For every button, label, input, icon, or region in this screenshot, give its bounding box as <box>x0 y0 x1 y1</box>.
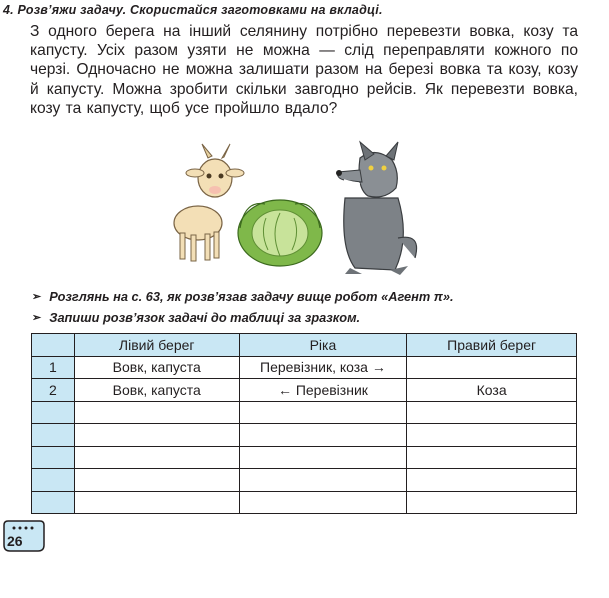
table-row <box>32 491 577 514</box>
table-row <box>32 424 577 447</box>
right-bank-cell[interactable] <box>407 469 577 492</box>
right-bank-cell[interactable] <box>407 491 577 514</box>
instruction-text: Розглянь на с. 63, як розв’язав задачу вище робот «Агент π». <box>49 289 454 304</box>
right-bank-cell[interactable] <box>407 446 577 469</box>
instruction-1 <box>32 289 454 304</box>
row-number: 2 <box>32 379 75 402</box>
left-bank-cell[interactable] <box>74 469 239 492</box>
header-left-bank: Лівий берег <box>74 334 239 357</box>
wolf-icon <box>336 142 417 275</box>
page-number: 26 <box>7 533 23 549</box>
right-bank-cell[interactable] <box>407 401 577 424</box>
left-bank-cell[interactable] <box>74 424 239 447</box>
river-cell[interactable]: ← Перевізник <box>239 379 407 402</box>
left-bank-cell[interactable] <box>74 401 239 424</box>
bullet-arrow-icon: ➢ <box>32 312 42 324</box>
header-river: Ріка <box>239 334 407 357</box>
row-number <box>32 401 75 424</box>
table-header-row <box>32 334 577 357</box>
row-number <box>32 446 75 469</box>
row-number <box>32 491 75 514</box>
table-row <box>32 446 577 469</box>
table-row <box>32 356 577 379</box>
river-cell[interactable] <box>239 424 407 447</box>
river-cell[interactable]: Перевізник, коза → <box>239 356 407 379</box>
goat-icon <box>174 144 244 261</box>
illustration <box>160 138 420 278</box>
solution-table <box>31 333 577 514</box>
left-bank-cell[interactable]: Вовк, капуста <box>74 379 239 402</box>
instruction-2 <box>32 310 360 325</box>
task-paragraph: З одного берега на інший селянину потрібно перевезти вовка, козу та капусту. Усіх разом узяти не можна — слід переправляти кожного по черзі. Одночасно не можна залишати разом на березі вовка та козу, козу й капусту. Можна зробити скільки завгодно рейсів. Як перевезти вовка, козу та капусту, щоб усе пройшло вдало? <box>30 23 578 117</box>
left-bank-cell[interactable]: Вовк, капуста <box>74 356 239 379</box>
header-num <box>32 334 75 357</box>
task-text <box>30 22 578 118</box>
table-row <box>32 379 577 402</box>
river-cell[interactable] <box>239 401 407 424</box>
instruction-text: Запиши розв’язок задачі до таблиці за зразком. <box>49 310 361 325</box>
bullet-arrow-icon: ➢ <box>32 291 42 303</box>
row-number <box>32 469 75 492</box>
left-bank-cell[interactable] <box>74 446 239 469</box>
right-bank-cell[interactable]: Коза <box>407 379 577 402</box>
cabbage-icon <box>238 200 322 266</box>
river-cell[interactable] <box>239 446 407 469</box>
row-number: 1 <box>32 356 75 379</box>
right-bank-cell[interactable] <box>407 356 577 379</box>
table-row <box>32 401 577 424</box>
row-number <box>32 424 75 447</box>
river-cell[interactable] <box>239 469 407 492</box>
table-row <box>32 469 577 492</box>
right-bank-cell[interactable] <box>407 424 577 447</box>
header-right-bank: Правий берег <box>407 334 577 357</box>
task-title: 4. Розв’яжи задачу. Скористайся заготовками на вкладці. <box>3 3 383 17</box>
river-cell[interactable] <box>239 491 407 514</box>
left-bank-cell[interactable] <box>74 491 239 514</box>
